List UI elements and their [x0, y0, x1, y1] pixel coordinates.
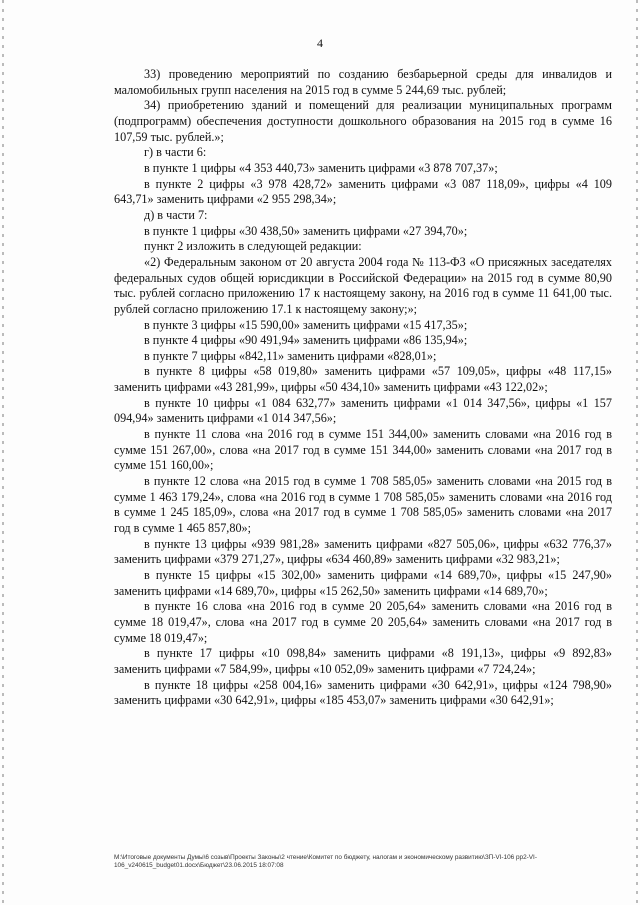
paragraph: в пункте 15 цифры «15 302,00» заменить цифрами «14 689,70», цифры «15 247,90» заменить цифрами «14 689,70», цифры «15 262,50» заменить цифрами «14 689,70»;: [114, 568, 612, 598]
scan-edge-right: [636, 0, 638, 905]
paragraph: 33) проведению мероприятий по созданию безбарьерной среды для инвалидов и маломобильных групп населения на 2015 год в сумме 5 244,69 тыс. рублей;: [114, 67, 612, 97]
paragraph: в пункте 1 цифры «30 438,50» заменить цифрами «27 394,70»;: [144, 223, 468, 238]
document-body: [114, 67, 612, 709]
paragraph: в пункте 18 цифры «258 004,16» заменить цифрами «30 642,91», цифры «124 798,90» заменить цифрами «30 642,91», цифры «185 453,07» заменить цифрами «30 642,91»;: [114, 677, 612, 708]
scan-edge-left: [2, 0, 4, 905]
paragraph: в пункте 12 слова «на 2015 год в сумме 1 708 585,05» заменить словами «на 2015 год в сумме 1 463 179,24», слова «на 2016 год в сумме 1 708 585,05» заменить словами «на 2016 год в сумме 1 245 185,09», слова «на 2017 год в сумме 1 708 585,05» заменить словами «на 2017 год в сумме 1 465 857,80»;: [114, 474, 612, 536]
paragraph: в пункте 13 цифры «939 981,28» заменить цифрами «827 505,06», цифры «632 776,37» заменить цифрами «379 271,27», цифры «634 460,89» заменить цифрами «32 983,21»;: [114, 536, 612, 567]
paragraph: в пункте 4 цифры «90 491,94» заменить цифрами «86 135,94»;: [144, 333, 468, 348]
paragraph: в пункте 7 цифры «842,11» заменить цифрами «828,01»;: [144, 348, 437, 363]
paragraph: г) в части 6:: [144, 145, 207, 160]
file-path-footer: М:\Итоговые документы Думы\6 созыв\Проекты Законы\2 чтение\Комитет по бюджету, налогам и экономическому развитию\ЗП-VI-106 рр2-VI-106_v240615_budget01.docx\Бюджет\23.06.2015 18:07:08: [114, 854, 537, 869]
paragraph: 34) приобретению зданий и помещений для реализации муниципальных программ (подпрограмм) обеспечения доступности дошкольного образования на 2015 год в сумме 16 107,59 тыс. рублей.»;: [114, 98, 612, 144]
paragraph: д) в части 7:: [144, 207, 208, 222]
paragraph: в пункте 16 слова «на 2016 год в сумме 20 205,64» заменить словами «на 2016 год в сумме 18 019,47», слова «на 2017 год в сумме 20 205,64» заменить словами «на 2017 год в сумме 18 019,47»;: [114, 599, 612, 645]
paragraph: пункт 2 изложить в следующей редакции:: [144, 239, 362, 254]
page-number: 4: [317, 36, 323, 50]
paragraph: в пункте 3 цифры «15 590,00» заменить цифрами «15 417,35»;: [144, 317, 468, 332]
paragraph: в пункте 10 цифры «1 084 632,77» заменить цифрами «1 014 347,56», цифры «1 157 094,94» заменить цифрами «1 014 347,56»;: [114, 395, 612, 426]
paragraph: в пункте 11 слова «на 2016 год в сумме 151 344,00» заменить словами «на 2016 год в сумме 151 267,00», слова «на 2017 год в сумме 151 344,00» заменить словами «на 2017 год в сумме 151 160,00»;: [114, 427, 612, 473]
paragraph: «2) Федеральным законом от 20 августа 2004 года № 113-ФЗ «О присяжных заседателях федеральных судов общей юрисдикции в Российской Федерации» на 2015 год в сумме 80,90 тыс. рублей согласно приложению 17 к настоящему закону, на 2016 год в сумме 11 641,00 тыс. рублей согласно приложению 17.1 к настоящему закону;»;: [114, 254, 612, 316]
paragraph: в пункте 8 цифры «58 019,80» заменить цифрами «57 109,05», цифры «48 117,15» заменить цифрами «43 281,99», цифры «50 434,10» заменить цифрами «43 122,02»;: [114, 364, 612, 395]
paragraph: в пункте 1 цифры «4 353 440,73» заменить цифрами «3 878 707,37»;: [144, 160, 498, 175]
paragraph: в пункте 17 цифры «10 098,84» заменить цифрами «8 191,13», цифры «9 892,83» заменить цифрами «7 584,99», цифры «10 052,09» заменить цифрами «7 724,24»;: [114, 646, 612, 676]
paragraph: в пункте 2 цифры «3 978 428,72» заменить цифрами «3 087 118,09», цифры «4 109 643,71» заменить цифрами «2 955 298,34»;: [114, 176, 612, 207]
